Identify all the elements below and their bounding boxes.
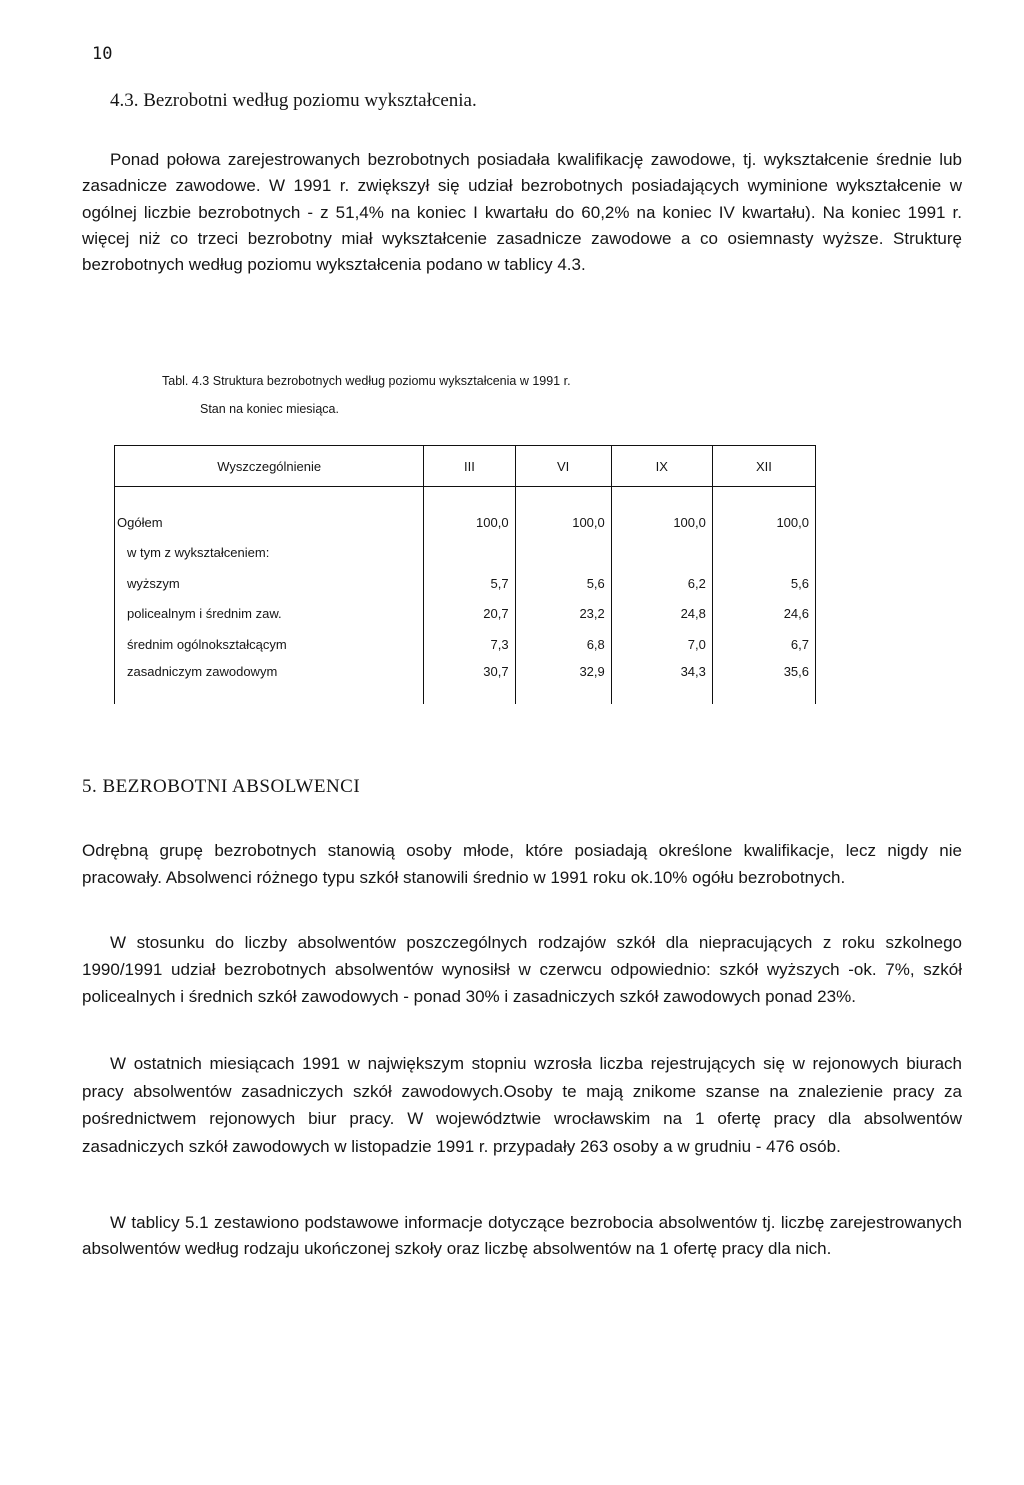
header-cell-vi: VI	[515, 446, 611, 487]
page-number: 10	[92, 44, 113, 64]
header-cell-ix: IX	[611, 446, 712, 487]
table-caption-subtitle: Stan na koniec miesiąca.	[200, 402, 339, 416]
paragraph-graduates-registration: W ostatnich miesiącach 1991 w największym stopniu wzrosła liczba rejestrujących się w rejonowych biurach pracy absolwentów zasadniczych szkół zawodowych.Osoby te mają znikome szanse na znalezienie pracy za pośrednictwem rejonowych biur pracy. W województwie wrocławskim na 1 ofertę pracy dla absolwentów zasadniczych szkół zawodowych w listopadzie 1991 r. przypadały 263 osoby a w grudniu - 476 osób.	[82, 1054, 962, 1156]
header-cell-category: Wyszczególnienie	[115, 446, 424, 487]
paragraph-table-reference: W tablicy 5.1 zestawiono podstawowe informacje dotyczące bezrobocia absolwentów tj. liczbę zarejestrowanych absolwentów według rodzaju ukończonej szkoły oraz liczbę absolwentów na 1 ofertę pracy dla nich.	[82, 1213, 962, 1258]
cell-value	[712, 538, 815, 569]
cell-value: 32,9	[515, 660, 611, 704]
cell-value: 5,7	[424, 568, 515, 599]
cell-value: 100,0	[515, 507, 611, 538]
cell-value: 6,7	[712, 629, 815, 660]
table-caption-title: Tabl. 4.3 Struktura bezrobotnych według poziomu wykształcenia w 1991 r.	[162, 374, 571, 388]
row-label: zasadniczym zawodowym	[115, 660, 424, 704]
cell-value: 100,0	[424, 507, 515, 538]
cell-value: 5,6	[515, 568, 611, 599]
header-cell-xii: XII	[712, 446, 815, 487]
paragraph-graduates-share: W stosunku do liczby absolwentów poszczególnych rodzajów szkół dla niepracujących z roku szkolnego 1990/1991 udział bezrobotnych absolwentów wynosiłsł w czerwcu odpowiednio: szkół wyższych -ok. 7%, szkół policealnych i średnich szkół zawodowych - ponad 30% i zasadniczych szkół zawodowych ponad 23%.	[82, 933, 962, 1006]
cell-value: 5,6	[712, 568, 815, 599]
table-row	[115, 660, 816, 704]
chapter-heading: 5. BEZROBOTNI ABSOLWENCI	[82, 776, 361, 797]
cell-value: 100,0	[712, 507, 815, 538]
table-row	[115, 629, 816, 660]
cell-value: 24,6	[712, 599, 815, 630]
row-label: Ogółem	[115, 507, 424, 538]
cell-value: 100,0	[611, 507, 712, 538]
table-row	[115, 568, 816, 599]
paragraph-education-structure: Ponad połowa zarejestrowanych bezrobotnych posiadała kwalifikację zawodowe, tj. wykształcenie średnie lub zasadnicze zawodowe. W 1991 r. zwiększył się udział bezrobotnych posiadających wyminione wykształcenie w ogólnej liczbie bezrobotnych - z 51,4% na koniec I kwartału do 60,2% na koniec IV kwartału). Na koniec 1991 r. więcej niż co trzeci bezrobotny miał wykształcenie zasadnicze zawodowe a co osiemnasty wyższe. Strukturę bezrobotnych według poziomu wykształcenia podano w tablicy 4.3.	[82, 150, 962, 275]
cell-value	[515, 538, 611, 569]
cell-value: 7,3	[424, 629, 515, 660]
table-row	[115, 538, 816, 569]
cell-value: 7,0	[611, 629, 712, 660]
table-row	[115, 507, 816, 538]
header-cell-iii: III	[424, 446, 515, 487]
table-row	[115, 599, 816, 630]
cell-value	[424, 538, 515, 569]
row-label: w tym z wykształceniem:	[115, 538, 424, 569]
cell-value: 6,8	[515, 629, 611, 660]
section-heading: 4.3. Bezrobotni według poziomu wykształcenia.	[110, 90, 477, 111]
row-label: średnim ogólnokształcącym	[115, 629, 424, 660]
cell-value: 20,7	[424, 599, 515, 630]
cell-value: 34,3	[611, 660, 712, 704]
paragraph-graduates-intro: Odrębną grupę bezrobotnych stanowią osoby młode, które posiadają określone kwalifikacje, lecz nigdy nie pracowały. Absolwenci różnego typu szkół stanowili średnio w 1991 roku ok.10% ogółu bezrobotnych.	[82, 841, 962, 887]
cell-value: 23,2	[515, 599, 611, 630]
row-label: policealnym i średnim zaw.	[115, 599, 424, 630]
cell-value: 30,7	[424, 660, 515, 704]
cell-value	[611, 538, 712, 569]
row-label: wyższym	[115, 568, 424, 599]
cell-value: 6,2	[611, 568, 712, 599]
table-caption	[162, 373, 571, 418]
cell-value: 35,6	[712, 660, 815, 704]
cell-value: 24,8	[611, 599, 712, 630]
table-spacer-row	[115, 487, 816, 508]
table-header-row	[115, 446, 816, 487]
education-structure-table	[114, 445, 816, 704]
